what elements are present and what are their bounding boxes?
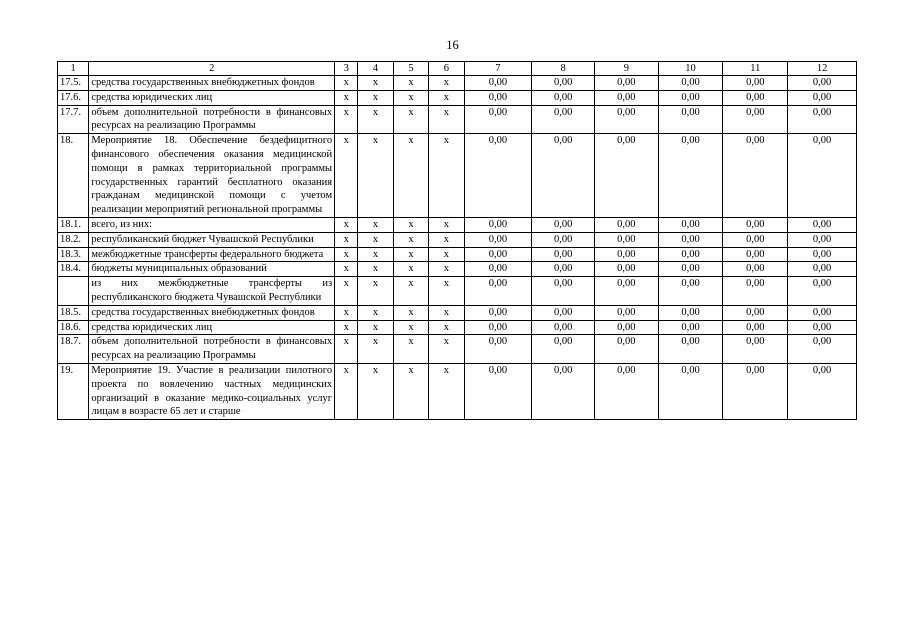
mark-cell: x [358, 105, 393, 134]
value-cell: 0,00 [658, 305, 723, 320]
column-header: 4 [358, 62, 393, 76]
value-cell: 0,00 [532, 232, 595, 247]
mark-cell: x [393, 262, 428, 277]
row-description: объем дополнительной потребности в финансовых ресурсах на реализацию Программы [89, 335, 335, 364]
row-number: 17.7. [58, 105, 89, 134]
mark-cell: x [393, 335, 428, 364]
value-cell: 0,00 [532, 134, 595, 218]
value-cell: 0,00 [532, 262, 595, 277]
value-cell: 0,00 [788, 247, 857, 262]
value-cell: 0,00 [658, 105, 723, 134]
value-cell: 0,00 [594, 363, 658, 419]
value-cell: 0,00 [658, 277, 723, 306]
value-cell: 0,00 [532, 363, 595, 419]
value-cell: 0,00 [658, 320, 723, 335]
value-cell: 0,00 [532, 277, 595, 306]
table-row [58, 105, 857, 134]
mark-cell: x [335, 277, 358, 306]
value-cell: 0,00 [594, 247, 658, 262]
column-header: 11 [723, 62, 788, 76]
table-row [58, 217, 857, 232]
mark-cell: x [335, 305, 358, 320]
value-cell: 0,00 [594, 262, 658, 277]
mark-cell: x [429, 320, 464, 335]
row-description: объем дополнительной потребности в финансовых ресурсах на реализацию Программы [89, 105, 335, 134]
value-cell: 0,00 [464, 90, 532, 105]
row-number: 18.7. [58, 335, 89, 364]
value-cell: 0,00 [658, 232, 723, 247]
mark-cell: x [335, 335, 358, 364]
value-cell: 0,00 [723, 335, 788, 364]
value-cell: 0,00 [658, 76, 723, 91]
value-cell: 0,00 [464, 305, 532, 320]
value-cell: 0,00 [532, 105, 595, 134]
column-header: 12 [788, 62, 857, 76]
mark-cell: x [393, 217, 428, 232]
value-cell: 0,00 [464, 232, 532, 247]
mark-cell: x [393, 363, 428, 419]
mark-cell: x [335, 247, 358, 262]
value-cell: 0,00 [658, 90, 723, 105]
value-cell: 0,00 [594, 335, 658, 364]
value-cell: 0,00 [788, 134, 857, 218]
column-header: 6 [429, 62, 464, 76]
mark-cell: x [429, 277, 464, 306]
mark-cell: x [429, 363, 464, 419]
mark-cell: x [393, 76, 428, 91]
value-cell: 0,00 [594, 90, 658, 105]
page-number: 16 [446, 38, 459, 52]
row-description: межбюджетные трансферты федерального бюджета [89, 247, 335, 262]
row-number: 18.1. [58, 217, 89, 232]
table-row [58, 90, 857, 105]
value-cell: 0,00 [788, 105, 857, 134]
value-cell: 0,00 [723, 90, 788, 105]
row-description: средства государственных внебюджетных фондов [89, 305, 335, 320]
mark-cell: x [429, 232, 464, 247]
mark-cell: x [358, 247, 393, 262]
row-number: 17.5. [58, 76, 89, 91]
mark-cell: x [393, 232, 428, 247]
value-cell: 0,00 [723, 134, 788, 218]
mark-cell: x [335, 262, 358, 277]
value-cell: 0,00 [788, 90, 857, 105]
row-description: республиканский бюджет Чувашской Республики [89, 232, 335, 247]
value-cell: 0,00 [658, 262, 723, 277]
value-cell: 0,00 [658, 363, 723, 419]
mark-cell: x [335, 363, 358, 419]
row-description: средства юридических лиц [89, 90, 335, 105]
mark-cell: x [393, 320, 428, 335]
table-row [58, 232, 857, 247]
mark-cell: x [358, 76, 393, 91]
value-cell: 0,00 [658, 335, 723, 364]
value-cell: 0,00 [532, 76, 595, 91]
mark-cell: x [393, 305, 428, 320]
column-header: 5 [393, 62, 428, 76]
mark-cell: x [335, 320, 358, 335]
row-number: 18.6. [58, 320, 89, 335]
value-cell: 0,00 [723, 320, 788, 335]
budget-table [57, 61, 857, 420]
row-number: 18.5. [58, 305, 89, 320]
value-cell: 0,00 [464, 247, 532, 262]
row-number: 18.2. [58, 232, 89, 247]
value-cell: 0,00 [464, 134, 532, 218]
row-number: 17.6. [58, 90, 89, 105]
value-cell: 0,00 [464, 262, 532, 277]
value-cell: 0,00 [723, 277, 788, 306]
row-description: бюджеты муниципальных образований [89, 262, 335, 277]
value-cell: 0,00 [788, 363, 857, 419]
value-cell: 0,00 [464, 105, 532, 134]
value-cell: 0,00 [594, 305, 658, 320]
table-row [58, 262, 857, 277]
value-cell: 0,00 [532, 305, 595, 320]
value-cell: 0,00 [723, 217, 788, 232]
value-cell: 0,00 [464, 320, 532, 335]
mark-cell: x [393, 105, 428, 134]
value-cell: 0,00 [788, 76, 857, 91]
value-cell: 0,00 [723, 247, 788, 262]
row-number: 18. [58, 134, 89, 218]
mark-cell: x [429, 90, 464, 105]
column-header: 9 [594, 62, 658, 76]
table-row [58, 277, 857, 306]
mark-cell: x [358, 363, 393, 419]
value-cell: 0,00 [723, 105, 788, 134]
column-header: 8 [532, 62, 595, 76]
column-header: 10 [658, 62, 723, 76]
row-description: из них межбюджетные трансферты из республиканского бюджета Чувашской Республики [89, 277, 335, 306]
value-cell: 0,00 [594, 217, 658, 232]
value-cell: 0,00 [723, 262, 788, 277]
value-cell: 0,00 [658, 134, 723, 218]
mark-cell: x [335, 232, 358, 247]
mark-cell: x [358, 305, 393, 320]
value-cell: 0,00 [594, 105, 658, 134]
value-cell: 0,00 [788, 335, 857, 364]
value-cell: 0,00 [532, 247, 595, 262]
mark-cell: x [358, 262, 393, 277]
row-number [58, 277, 89, 306]
value-cell: 0,00 [464, 277, 532, 306]
row-description: Мероприятие 19. Участие в реализации пилотного проекта по вовлечению частных медицинских организаций в оказание медико-социальных услуг лицам в возрасте 65 лет и старше [89, 363, 335, 419]
mark-cell: x [429, 134, 464, 218]
mark-cell: x [429, 217, 464, 232]
table-row [58, 320, 857, 335]
value-cell: 0,00 [464, 363, 532, 419]
value-cell: 0,00 [464, 76, 532, 91]
mark-cell: x [358, 277, 393, 306]
value-cell: 0,00 [594, 232, 658, 247]
row-description: Мероприятие 18. Обеспечение бездефицитного финансового обеспечения оказания медицинской помощи в рамках территориальной программы государственных гарантий бесплатного оказания гражданам медицинской помощи с учетом реализации мероприятий региональной программы [89, 134, 335, 218]
mark-cell: x [335, 134, 358, 218]
mark-cell: x [358, 232, 393, 247]
value-cell: 0,00 [532, 320, 595, 335]
row-description: средства юридических лиц [89, 320, 335, 335]
column-header: 1 [58, 62, 89, 76]
row-number: 18.4. [58, 262, 89, 277]
value-cell: 0,00 [788, 320, 857, 335]
mark-cell: x [429, 335, 464, 364]
table-row [58, 335, 857, 364]
mark-cell: x [358, 134, 393, 218]
value-cell: 0,00 [788, 217, 857, 232]
value-cell: 0,00 [532, 335, 595, 364]
header-row [58, 62, 857, 76]
value-cell: 0,00 [464, 335, 532, 364]
row-number: 19. [58, 363, 89, 419]
mark-cell: x [429, 247, 464, 262]
value-cell: 0,00 [464, 217, 532, 232]
column-header: 3 [335, 62, 358, 76]
value-cell: 0,00 [788, 232, 857, 247]
value-cell: 0,00 [723, 305, 788, 320]
table-row [58, 363, 857, 419]
mark-cell: x [393, 134, 428, 218]
mark-cell: x [393, 277, 428, 306]
mark-cell: x [429, 262, 464, 277]
value-cell: 0,00 [594, 76, 658, 91]
mark-cell: x [358, 320, 393, 335]
value-cell: 0,00 [723, 363, 788, 419]
mark-cell: x [393, 247, 428, 262]
value-cell: 0,00 [658, 217, 723, 232]
row-description: средства государственных внебюджетных фондов [89, 76, 335, 91]
row-number: 18.3. [58, 247, 89, 262]
value-cell: 0,00 [594, 320, 658, 335]
value-cell: 0,00 [723, 232, 788, 247]
table-row [58, 305, 857, 320]
value-cell: 0,00 [532, 90, 595, 105]
value-cell: 0,00 [788, 305, 857, 320]
mark-cell: x [358, 217, 393, 232]
row-description: всего, из них: [89, 217, 335, 232]
column-header: 2 [89, 62, 335, 76]
table-row [58, 76, 857, 91]
value-cell: 0,00 [788, 262, 857, 277]
mark-cell: x [358, 335, 393, 364]
column-header: 7 [464, 62, 532, 76]
value-cell: 0,00 [594, 277, 658, 306]
value-cell: 0,00 [723, 76, 788, 91]
value-cell: 0,00 [532, 217, 595, 232]
mark-cell: x [335, 217, 358, 232]
value-cell: 0,00 [658, 247, 723, 262]
mark-cell: x [335, 105, 358, 134]
mark-cell: x [429, 76, 464, 91]
mark-cell: x [358, 90, 393, 105]
value-cell: 0,00 [788, 277, 857, 306]
table-row [58, 247, 857, 262]
mark-cell: x [335, 90, 358, 105]
table-row [58, 134, 857, 218]
mark-cell: x [335, 76, 358, 91]
mark-cell: x [393, 90, 428, 105]
mark-cell: x [429, 105, 464, 134]
mark-cell: x [429, 305, 464, 320]
value-cell: 0,00 [594, 134, 658, 218]
